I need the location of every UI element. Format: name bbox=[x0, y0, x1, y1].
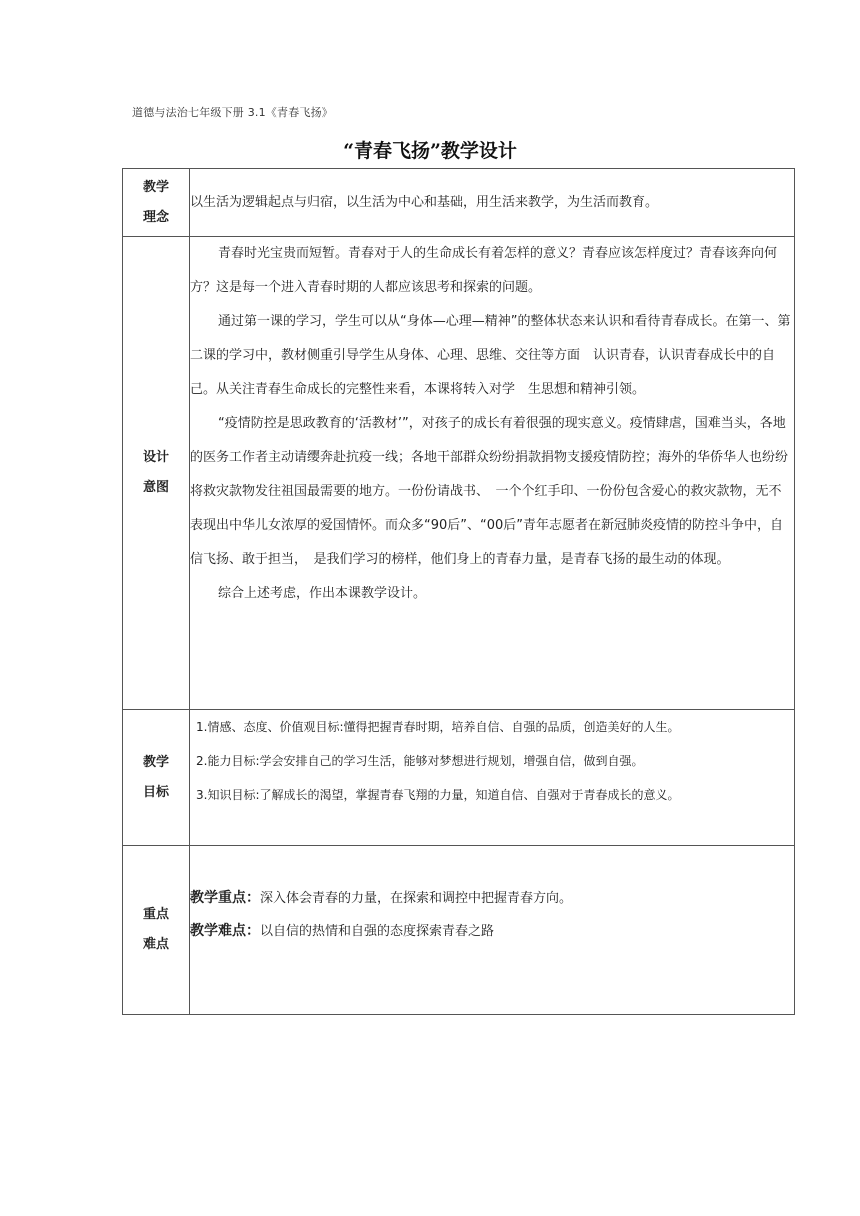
difficult-point-text: 以自信的热情和自强的态度探索青春之路 bbox=[260, 924, 495, 939]
label-line: 理念 bbox=[142, 209, 169, 225]
label-line: 重点 bbox=[142, 907, 169, 922]
label-line: 意图 bbox=[142, 480, 169, 495]
label-teaching-goals bbox=[123, 710, 190, 846]
document-header: 道德与法治七年级下册 3.1《青春飞扬》 bbox=[132, 106, 333, 119]
goal-item: 2.能力目标:学会安排自己的学习生活，能够对梦想进行规划，增强自信，做到自强。 bbox=[196, 754, 644, 768]
teaching-design-table bbox=[122, 168, 795, 1015]
difficult-point-label: 教学难点： bbox=[190, 923, 260, 939]
philosophy-text: 以生活为逻辑起点与归宿，以生活为中心和基础，用生活来教学，为生活而教育。 bbox=[190, 194, 659, 210]
content-teaching-philosophy bbox=[190, 169, 795, 237]
row-teaching-philosophy bbox=[123, 169, 795, 237]
label-line: 教学 bbox=[142, 754, 169, 770]
document-title: “青春飞扬”教学设计 bbox=[343, 140, 517, 162]
row-design-intent bbox=[123, 237, 795, 710]
content-teaching-goals bbox=[190, 710, 795, 846]
key-point-line bbox=[190, 882, 794, 915]
label-key-difficult-points bbox=[123, 846, 190, 1015]
keypoints-block bbox=[190, 882, 794, 948]
content-design-intent bbox=[190, 237, 795, 710]
label-line: 设计 bbox=[142, 450, 169, 465]
intent-paragraph: 青春时光宝贵而短暂。青春对于人的生命成长有着怎样的意义？青春应该怎样度过？青春该奔向何方？这是每一个进入青春时期的人都应该思考和探索的问题。 bbox=[190, 246, 778, 295]
label-line: 难点 bbox=[142, 937, 169, 952]
label-teaching-philosophy bbox=[123, 169, 190, 237]
row-key-difficult-points bbox=[123, 846, 795, 1015]
intent-paragraph: “疫情防控是思政教育的‘活教材’”，对孩子的成长有着很强的现实意义。疫情肆虐，国难当头，各地的医务工作者主动请缨奔赴抗疫一线；各地干部群众纷纷捐款捐物支援疫情防控；海外的华侨华人也纷纷将救灾款物发往祖国最需要的地方。一份份请战书、 一个个红手印、一份份包含爱心的救灾款物，无不表现出中华儿女浓厚的爱国情怀。而众多“90后”、“00后”青年志愿者在新冠肺炎疫情的防控斗争中，自信飞扬、敢于担当， 是我们学习的榜样，他们身上的青春力量，是青春飞扬的最生动的体现。 bbox=[190, 416, 789, 567]
difficult-point-line bbox=[190, 915, 794, 948]
goal-item: 3.知识目标:了解成长的渴望，掌握青春飞翔的力量，知道自信、自强对于青春成长的意义。 bbox=[196, 788, 680, 802]
content-key-difficult-points bbox=[190, 846, 795, 1015]
label-line: 教学 bbox=[142, 179, 169, 195]
intent-paragraph: 通过第一课的学习，学生可以从“身体—心理—精神”的整体状态来认识和看待青春成长。在第一、第二课的学习中，教材侧重引导学生从身体、心理、思维、交往等方面 认识青春，认识青春成长中的自己。从关注青春生命成长的完整性来看，本课将转入对学 生思想和精神引领。 bbox=[190, 314, 791, 397]
label-line: 目标 bbox=[142, 784, 169, 800]
intent-paragraph: 综合上述考虑，作出本课教学设计。 bbox=[218, 586, 427, 601]
label-design-intent bbox=[123, 237, 190, 710]
key-point-text: 深入体会青春的力量，在探索和调控中把握青春方向。 bbox=[260, 891, 573, 906]
key-point-label: 教学重点： bbox=[190, 890, 260, 906]
row-teaching-goals bbox=[123, 710, 795, 846]
goal-item: 1.情感、态度、价值观目标:懂得把握青春时期，培养自信、自强的品质，创造美好的人生。 bbox=[196, 720, 680, 734]
